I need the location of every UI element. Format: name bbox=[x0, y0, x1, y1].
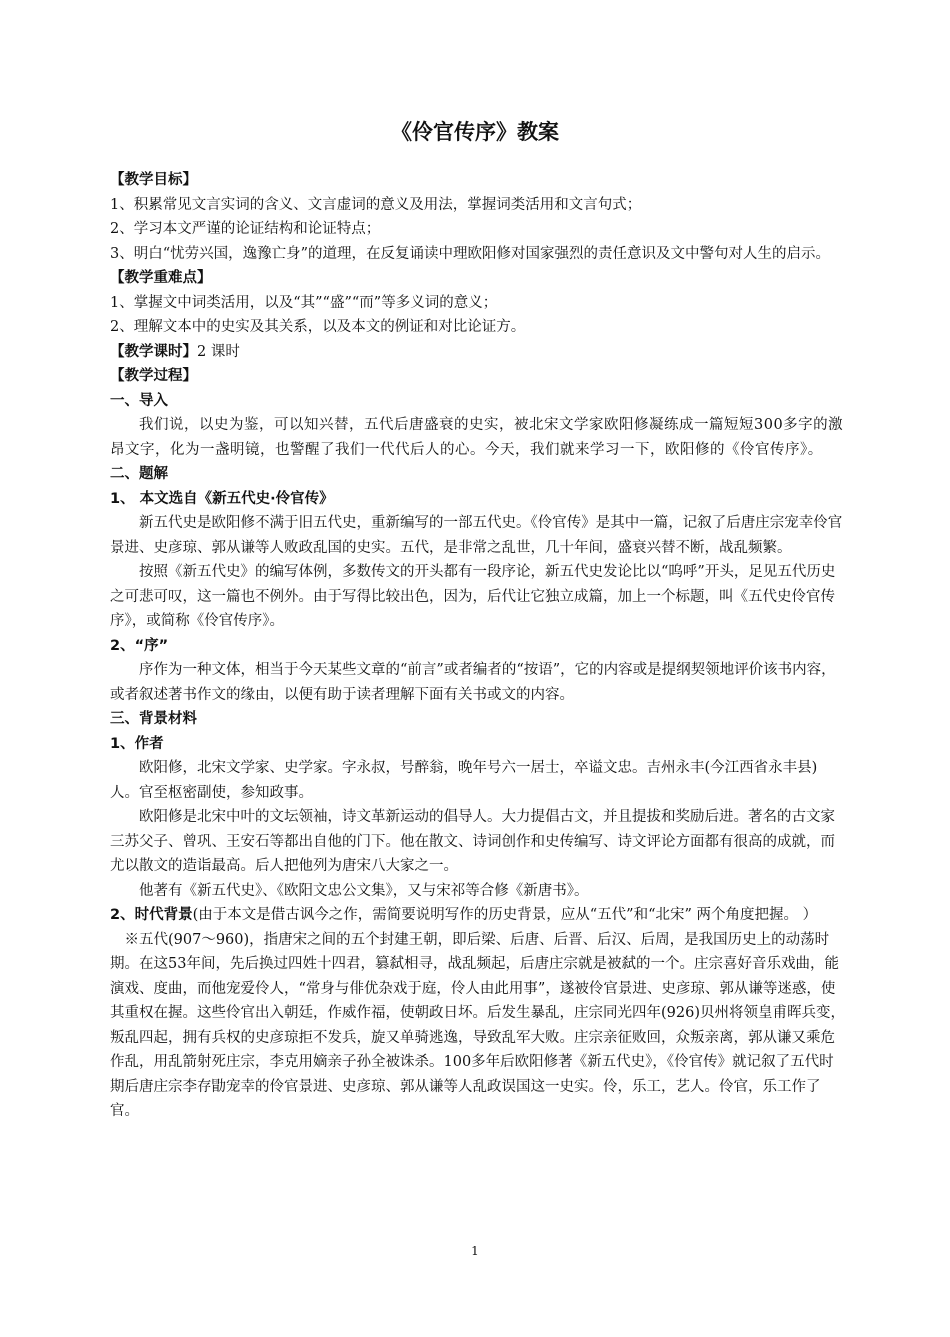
topic-sub2-heading: 2、“序” bbox=[110, 637, 169, 654]
era-paragraph: ※五代(907～960)，指唐宋之间的五个封建王朝，即后梁、后唐、后晋、后汉、后周，是我国历史上的动荡时期。在这53年间，先后换过四姓十四君，篡弑相寻，战乱频起，后唐庄宗就是被弑的一个。庄宗喜好音乐戏曲，能演戏、度曲，而他宠爱伶人，“常身与俳优杂戏于庭，伶人由此用事”，遂被伶官景进、史彦琼、郭从谦等迷惑，使其重权在握。这些伶官出入朝廷，作威作福，使朝政日坏。后发生暴乱，庄宗同光四年(926)贝州将领皇甫晖兵变，叛乱四起，拥有兵权的史彦琼拒不发兵，旋又单骑逃逸，导致乱军大败。庄宗亲征败回，众叛亲离，郭从谦又乘危作乱，用乱箭射死庄宗，李克用嫡亲子孙全被诛杀。100多年后欧阳修著《新五代史》，《伶官传》就记叙了五代时期后唐庄宗李存勖宠幸的伶官景进、史彦琼、郭从谦等人乱政误国这一史实。伶，乐工，艺人。伶官，乐工作了官。 bbox=[110, 931, 845, 1119]
goal-item: 1、积累常见文言实词的含义、文言虚词的意义及用法，掌握词类活用和文言句式； bbox=[110, 196, 642, 213]
document-title: 《伶官传序》教案 bbox=[391, 120, 559, 144]
section-heading-key-points: 【教学重难点】 bbox=[110, 270, 212, 286]
key-point-item: 1、掌握文中词类活用，以及“其”“盛”“而”等多义词的意义； bbox=[110, 294, 498, 311]
section-heading-process: 【教学过程】 bbox=[110, 368, 197, 384]
author-paragraph: 他著有《新五代史》、《欧阳文忠公文集》，又与宋祁等合修《新唐书》。 bbox=[139, 882, 589, 899]
page-number: 1 bbox=[471, 1244, 479, 1258]
goal-item: 2、学习本文严谨的论证结构和论证特点； bbox=[110, 221, 381, 237]
topic-sub1-heading: 1、 本文选自《新五代史·伶官传》 bbox=[110, 490, 334, 507]
author-paragraph: 欧阳修是北宋中叶的文坛领袖，诗文革新运动的倡导人。大力提倡古文，并且提拔和奖励后进。著名的古文家三苏父子、曾巩、王安石等都出自他的门下。他在散文、诗词创作和史传编写、诗文评论方面都有很高的成就，而尤以散文的造诣最高。后人把他列为唐宋八大家之一。 bbox=[110, 809, 835, 874]
topic-heading: 二、题解 bbox=[110, 466, 168, 482]
goal-item: 3、明白“忧劳兴国，逸豫亡身”的道理，在反复诵读中理欧阳修对国家强烈的责任意识及文中警句对人生的启示。 bbox=[110, 245, 831, 262]
era-heading: 2、时代背景 bbox=[110, 907, 193, 923]
intro-paragraph: 我们说，以史为鉴，可以知兴替，五代后唐盛衰的史实，被北宋文学家欧阳修凝练成一篇短短300多字的激昂文字，化为一盏明镜，也警醒了我们一代代后人的心。今天，我们就来学习一下，欧阳修的《伶官传序》。 bbox=[110, 417, 844, 458]
era-heading-line bbox=[110, 903, 845, 928]
topic-paragraph: 按照《新五代史》的编写体例，多数传文的开头都有一段序论，新五代史发论比以“呜呼”开头，足见五代历史之可悲可叹，这一篇也不例外。由于写得比较出色，因为，后代让它独立成篇，加上一个标题，叫《五代史伶官传序》，或简称《伶官传序》。 bbox=[110, 564, 836, 629]
author-paragraph: 欧阳修，北宋文学家、史学家。字永叔，号醉翁，晚年号六一居士，卒谥文忠。吉州永丰(今江西省永丰县)人。官至枢密副使，参知政事。 bbox=[110, 760, 818, 801]
topic-paragraph: 序作为一种文体，相当于今天某些文章的“前言”或者编者的“按语”，它的内容或是提纲契领地评价该书内容，或者叙述著书作文的缘由，以便有助于读者理解下面有关书或文的内容。 bbox=[110, 662, 836, 703]
teaching-hours-value: 2 课时 bbox=[197, 343, 240, 360]
section-heading-goals: 【教学目标】 bbox=[110, 172, 197, 188]
document-body bbox=[110, 168, 845, 1124]
author-heading: 1、作者 bbox=[110, 735, 164, 752]
background-heading: 三、背景材料 bbox=[110, 711, 197, 727]
intro-heading: 一、导入 bbox=[110, 392, 168, 409]
era-note: (由于本文是借古讽今之作，需简要说明写作的历史背景，应从“五代”和“北宋” 两个角度把握。 ） bbox=[192, 907, 818, 923]
teaching-hours bbox=[110, 340, 845, 365]
topic-paragraph: 新五代史是欧阳修不满于旧五代史，重新编写的一部五代史。《伶官传》是其中一篇，记叙了后唐庄宗宠幸伶官景进、史彦琼、郭从谦等人败政乱国的史实。五代，是非常之乱世，几十年间，盛衰兴替不断，战乱频繁。 bbox=[110, 515, 843, 556]
key-point-item: 2、理解文本中的史实及其关系，以及本文的例证和对比论证方。 bbox=[110, 319, 526, 335]
section-heading-hours: 【教学课时】 bbox=[110, 343, 197, 360]
